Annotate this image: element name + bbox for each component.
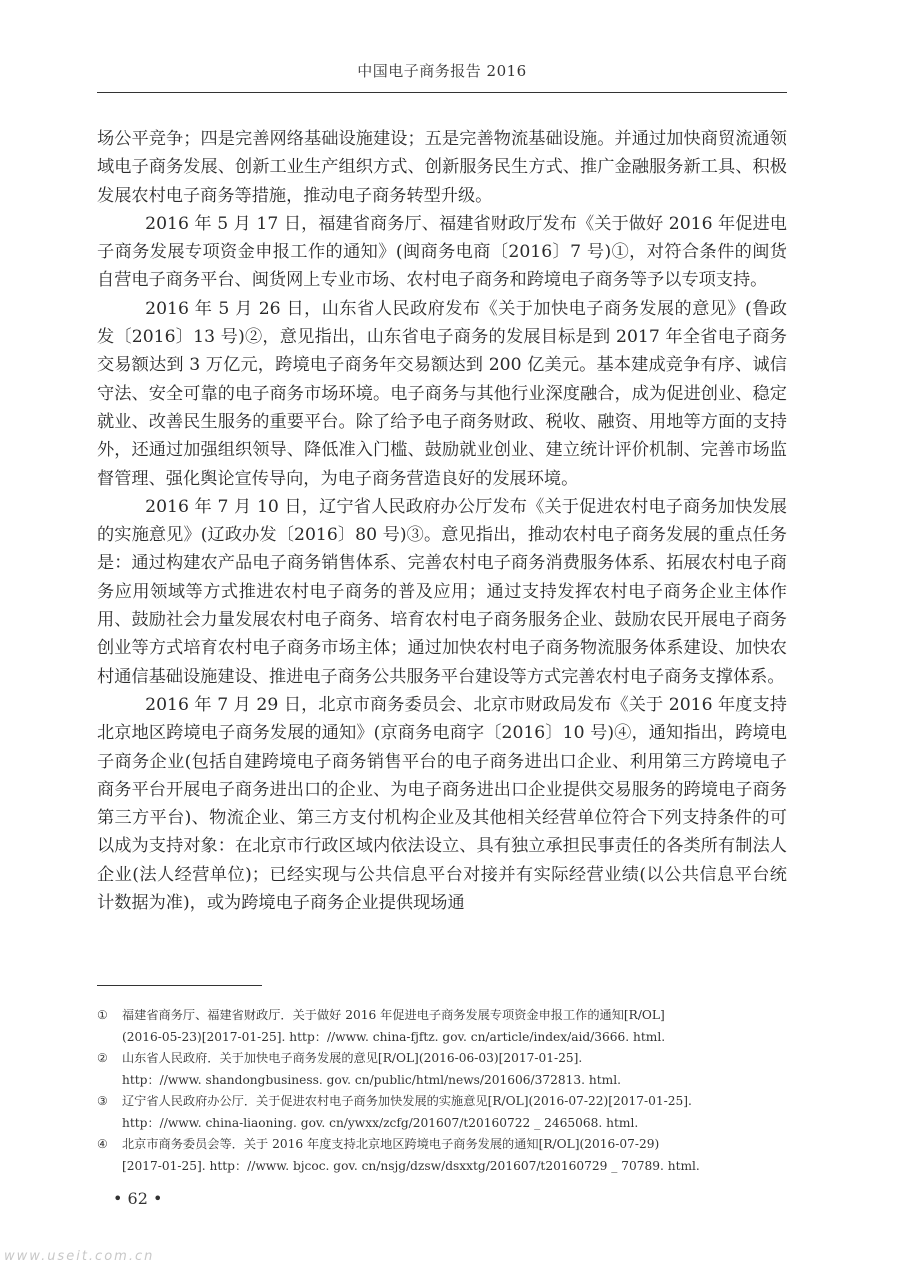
paragraph: 2016 年 5 月 26 日，山东省人民政府发布《关于加快电子商务发展的意见》(鲁政发〔2016〕13 号)②，意见指出，山东省电子商务的发展目标是到 2017 年全省电子商务交易额达到 3 万亿元，跨境电子商务年交易额达到 200 亿美元。基本建成竞争有序、诚信守法、安全可靠的电子商务市场环境。电子商务与其他行业深度融合，成为促进创业、稳定就业、改善民生服务的重要平台。除了给予电子商务财政、税收、融资、用地等方面的支持外，还通过加强组织领导、降低准入门槛、鼓励就业创业、建立统计评价机制、完善市场监督管理、强化舆论宣传导向，为电子商务营造良好的发展环境。 — [97, 298, 787, 489]
footnote-line: 山东省人民政府．关于加快电子商务发展的意见[R/OL](2016-06-03)[2017-01-25]. — [122, 1051, 583, 1065]
footnote-line: http：//www. shandongbusiness. gov. cn/public/html/news/201606/372813. html. — [122, 1072, 622, 1087]
footnote-mark: ② — [97, 1051, 108, 1065]
footnote-text — [122, 1134, 787, 1177]
footnote-line: (2016-05-23)[2017-01-25]. http：//www. china-fjftz. gov. cn/article/index/aid/3666. html. — [122, 1029, 666, 1044]
footnote-mark: ① — [97, 1008, 108, 1022]
footnote-rule — [97, 985, 262, 986]
watermark: www.useit.com.cn — [4, 1249, 155, 1264]
footnote-text — [122, 1005, 787, 1048]
footnote-text — [122, 1091, 787, 1134]
footnote-line: http：//www. china-liaoning. gov. cn/ywxx/zcfg/201607/t20160722 _ 2465068. html. — [122, 1115, 639, 1130]
footnote — [97, 1091, 787, 1134]
paragraph: 场公平竞争；四是完善网络基础设施建设；五是完善物流基础设施。并通过加快商贸流通领域电子商务发展、创新工业生产组织方式、创新服务民生方式、推广金融服务新工具、积极发展农村电子商务等措施，推动电子商务转型升级。 — [97, 129, 787, 206]
footnote — [97, 1005, 787, 1048]
footnote-line: 福建省商务厅、福建省财政厅．关于做好 2016 年促进电子商务发展专项资金申报工作的通知[R/OL] — [122, 1008, 665, 1022]
footnote-mark: ④ — [97, 1137, 108, 1151]
page-number: • 62 • — [113, 1189, 163, 1208]
footnote — [97, 1048, 787, 1091]
running-header: 中国电子商务报告 2016 — [357, 62, 527, 80]
paragraph: 2016 年 7 月 29 日，北京市商务委员会、北京市财政局发布《关于 2016 年度支持北京地区跨境电子商务发展的通知》(京商务电商字〔2016〕10 号)④，通知指出，跨境电子商务企业(包括自建跨境电子商务销售平台的电子商务进出口企业、利用第三方跨境电子商务平台开展电子商务进出口的企业、为电子商务进出口企业提供交易服务的跨境电子商务第三方平台)、物流企业、第三方支付机构企业及其他相关经营单位符合下列支持条件的可以成为支持对象：在北京市行政区域内依法设立、具有独立承担民事责任的各类所有制法人企业(法人经营单位)；已经实现与公共信息平台对接并有实际经营业绩(以公共信息平台统计数据为准)，或为跨境电子商务企业提供现场通 — [97, 694, 787, 914]
header-rule — [97, 92, 787, 93]
body-text — [97, 125, 787, 917]
paragraph: 2016 年 7 月 10 日，辽宁省人民政府办公厅发布《关于促进农村电子商务加快发展的实施意见》(辽政办发〔2016〕80 号)③。意见指出，推动农村电子商务发展的重点任务是：通过构建农产品电子商务销售体系、完善农村电子商务消费服务体系、拓展农村电子商务应用领域等方式推进农村电子商务的普及应用；通过支持发挥农村电子商务企业主体作用、鼓励社会力量发展农村电子商务、培育农村电子商务服务企业、鼓励农民开展电子商务创业等方式培育农村电子商务市场主体；通过加快农村电子商务物流服务体系建设、加快农村通信基础设施建设、推进电子商务公共服务平台建设等方式完善农村电子商务支撑体系。 — [97, 496, 787, 687]
footnote-line: 辽宁省人民政府办公厅．关于促进农村电子商务加快发展的实施意见[R/OL](2016-07-22)[2017-01-25]. — [122, 1094, 692, 1108]
footnote — [97, 1134, 787, 1177]
footnotes — [97, 1005, 787, 1177]
footnote-mark: ③ — [97, 1094, 108, 1108]
footnote-line: 北京市商务委员会等．关于 2016 年度支持北京地区跨境电子商务发展的通知[R/OL](2016-07-29) — [122, 1137, 660, 1151]
footnote-text — [122, 1048, 787, 1091]
paragraph: 2016 年 5 月 17 日，福建省商务厅、福建省财政厅发布《关于做好 2016 年促进电子商务发展专项资金申报工作的通知》(闽商务电商〔2016〕7 号)①，对符合条件的闽货自营电子商务平台、闽货网上专业市场、农村电子商务和跨境电子商务等予以专项支持。 — [97, 213, 787, 291]
footnote-line: [2017-01-25]. http：//www. bjcoc. gov. cn/nsjg/dzsw/dsxxtg/201607/t20160729 _ 70789. html. — [122, 1158, 700, 1173]
